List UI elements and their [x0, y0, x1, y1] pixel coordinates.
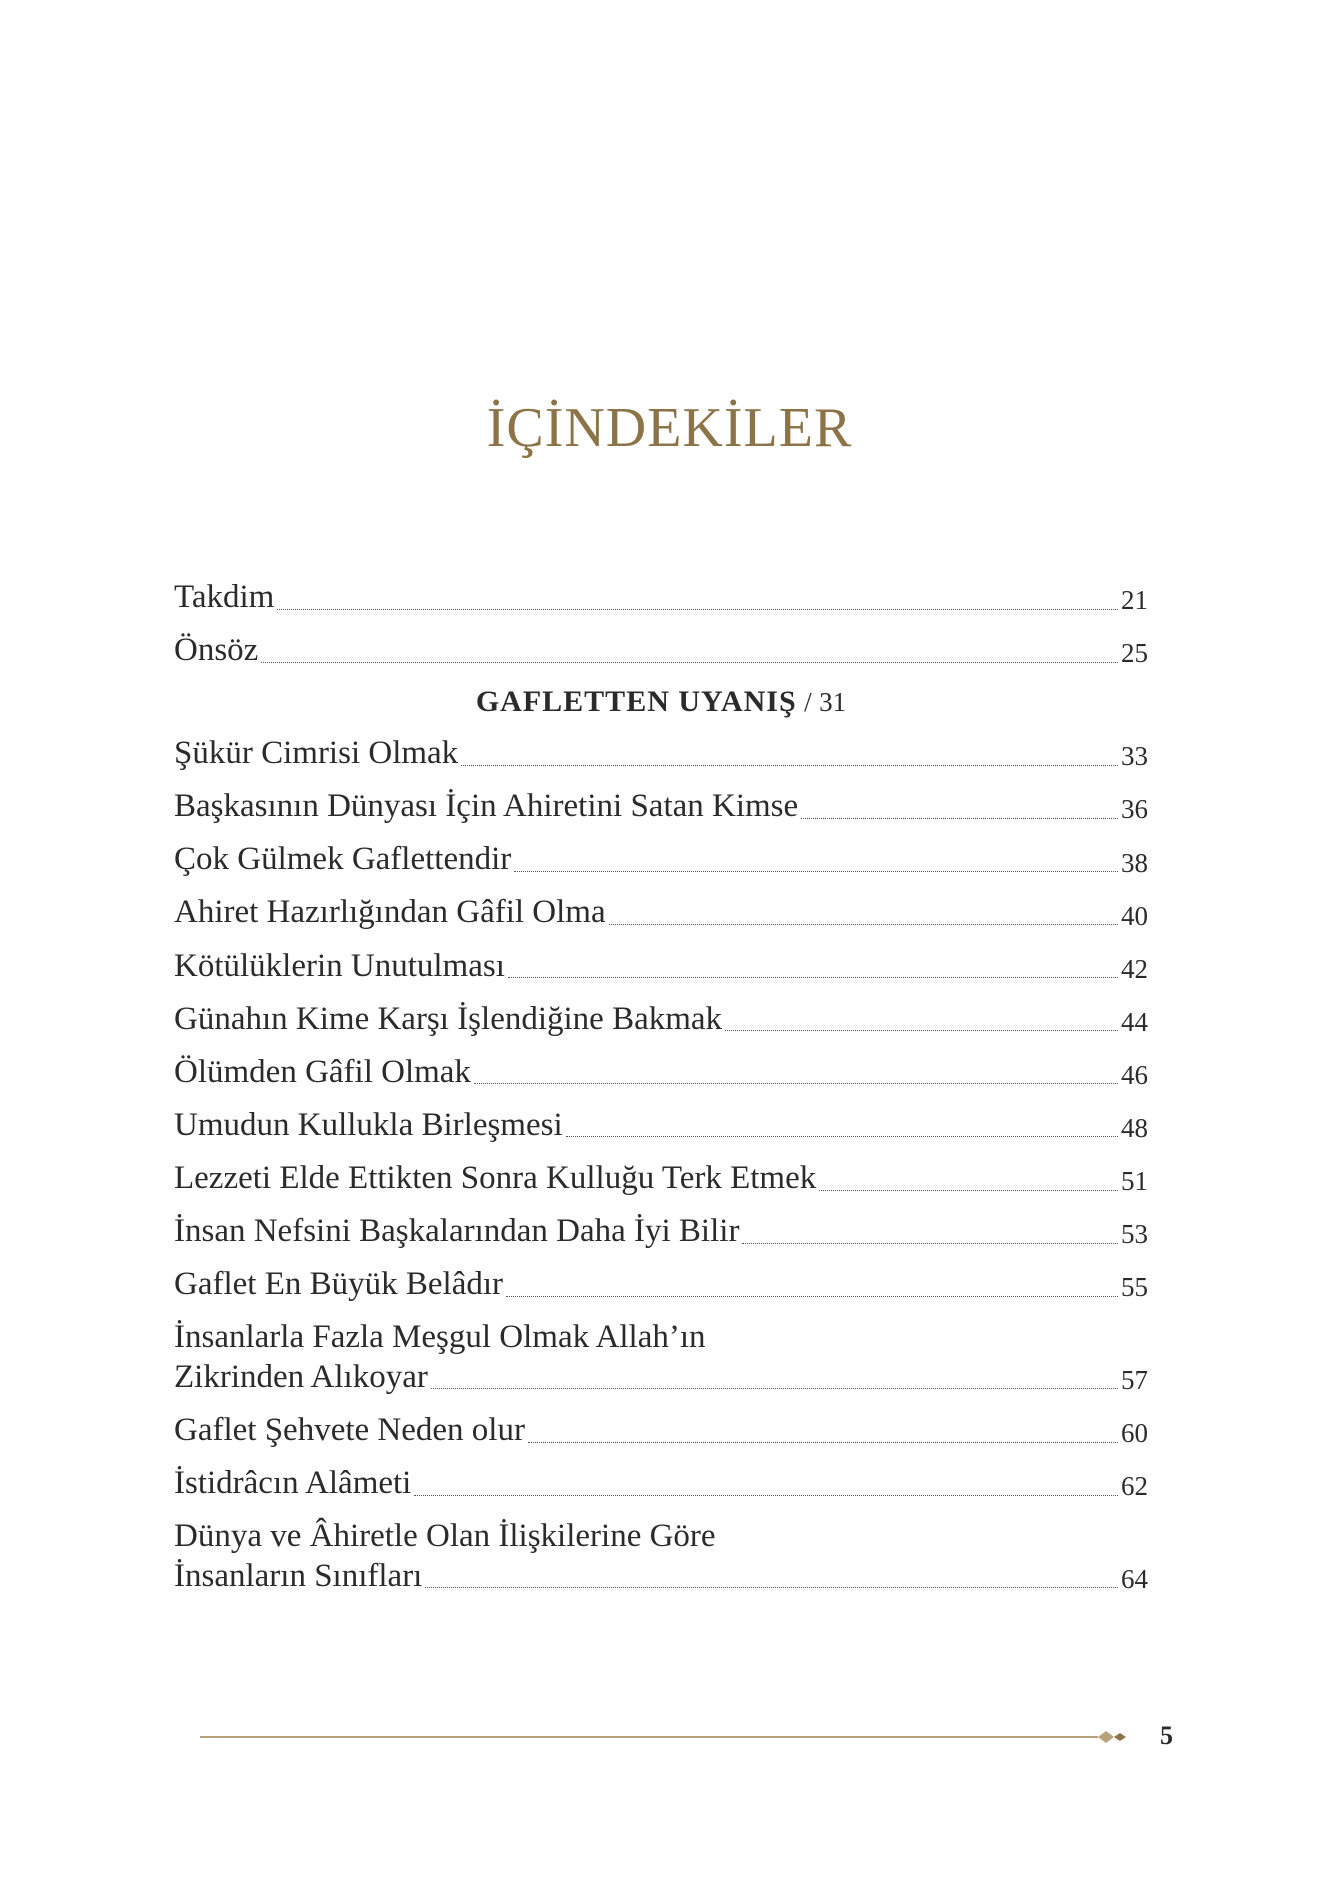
- section-name: GAFLETTEN UYANIŞ: [475, 685, 797, 719]
- toc-entry-line2: [174, 1358, 1148, 1398]
- section-separator: /: [804, 687, 812, 718]
- dot-leader: [425, 1586, 1118, 1588]
- toc-entry-page: 21: [1121, 585, 1148, 616]
- toc-entry[interactable]: [174, 1106, 1148, 1146]
- dot-leader: [508, 976, 1118, 978]
- toc-entry[interactable]: [174, 1159, 1148, 1199]
- toc-entry-title: Şükür Cimrisi Olmak: [174, 735, 459, 772]
- toc-entry-takdim[interactable]: [174, 578, 1148, 618]
- toc-entry-page: 42: [1121, 953, 1148, 984]
- dot-leader: [528, 1441, 1118, 1443]
- dot-leader: [566, 1135, 1118, 1137]
- toc-entry-multiline[interactable]: [174, 1517, 1148, 1596]
- dot-leader: [431, 1387, 1118, 1389]
- section-page: 31: [819, 687, 847, 718]
- dot-leader: [725, 1029, 1118, 1031]
- toc-entry-title-line2: Zikrinden Alıkoyar: [174, 1358, 428, 1395]
- dot-leader: [277, 608, 1118, 610]
- toc-entry-title: Gaflet En Büyük Belâdır: [174, 1266, 504, 1303]
- toc-entry-title: Önsöz: [174, 632, 259, 669]
- toc-entry-page: 53: [1121, 1219, 1148, 1250]
- toc-entry-title: Çok Gülmek Gaflettendir: [174, 841, 512, 878]
- toc-entry[interactable]: [174, 787, 1148, 827]
- toc-entry-page: 46: [1121, 1059, 1148, 1090]
- toc-entry-title: Kötülüklerin Unutulması: [174, 947, 505, 984]
- toc-entry-line2: [174, 1557, 1148, 1597]
- toc-entry[interactable]: [174, 1464, 1148, 1504]
- dot-leader: [474, 1082, 1118, 1084]
- toc-entry-title: Takdim: [174, 579, 275, 615]
- toc-entry-onsoz[interactable]: [174, 631, 1148, 671]
- section-heading[interactable]: [174, 684, 1148, 720]
- diamond-ornament-icon: [1096, 1727, 1126, 1747]
- toc-entry-title: İstidrâcın Alâmeti: [174, 1465, 412, 1501]
- toc-entry-title: Başkasının Dünyası İçin Ahiretini Satan Kimse: [174, 788, 799, 825]
- dot-leader: [742, 1242, 1118, 1244]
- dot-leader: [514, 870, 1118, 872]
- toc-entry[interactable]: [174, 1411, 1148, 1451]
- toc-entry-title: İnsan Nefsini Başkalarından Daha İyi Bilir: [174, 1213, 740, 1250]
- toc-entry[interactable]: [174, 1212, 1148, 1252]
- toc-entry-page: 25: [1121, 638, 1148, 669]
- dot-leader: [609, 923, 1118, 925]
- toc-entry-page: 64: [1121, 1563, 1148, 1594]
- toc-entry-page: 48: [1121, 1113, 1148, 1144]
- toc-entry-page: 51: [1121, 1166, 1148, 1197]
- dot-leader: [819, 1189, 1118, 1191]
- toc-entry-page: 33: [1121, 741, 1148, 772]
- toc-entry-page: 60: [1121, 1418, 1148, 1449]
- toc-entry[interactable]: [174, 1053, 1148, 1093]
- toc-entry[interactable]: [174, 947, 1148, 987]
- toc-entry[interactable]: [174, 734, 1148, 774]
- page-number: 5: [1160, 1721, 1173, 1750]
- page-title: İÇİNDEKİLER: [486, 397, 853, 459]
- toc-entry-page: 57: [1121, 1365, 1148, 1396]
- toc-entry-title-line2: İnsanların Sınıfları: [174, 1557, 423, 1594]
- dot-leader: [461, 764, 1118, 766]
- toc-entry-title: Ahiret Hazırlığından Gâfil Olma: [174, 894, 606, 931]
- toc-entry-title: Ölümden Gâfil Olmak: [174, 1053, 471, 1090]
- toc-entry-page: 55: [1121, 1272, 1148, 1303]
- toc-entry-page: 38: [1121, 847, 1148, 878]
- dot-leader: [261, 661, 1118, 663]
- toc-entry-page: 36: [1121, 794, 1148, 825]
- footer-rule: [200, 1736, 1098, 1738]
- toc-entry-title: Umudun Kullukla Birleşmesi: [174, 1106, 563, 1143]
- dot-leader: [506, 1295, 1118, 1297]
- toc-entry-title: Günahın Kime Karşı İşlendiğine Bakmak: [174, 1000, 723, 1037]
- toc-entry[interactable]: [174, 1265, 1148, 1305]
- dot-leader: [414, 1494, 1118, 1496]
- toc-entry-title: Lezzeti Elde Ettikten Sonra Kulluğu Terk Etmek: [174, 1159, 817, 1196]
- toc-entry-multiline[interactable]: [174, 1318, 1148, 1397]
- dot-leader: [801, 817, 1118, 819]
- table-of-contents: [174, 578, 1148, 1610]
- toc-entry[interactable]: [174, 840, 1148, 880]
- toc-entry-title-line1: Dünya ve Âhiretle Olan İlişkilerine Göre: [174, 1518, 716, 1555]
- toc-entry[interactable]: [174, 893, 1148, 933]
- toc-entry-title: Gaflet Şehvete Neden olur: [174, 1411, 525, 1448]
- toc-entry-page: 40: [1121, 900, 1148, 931]
- toc-entry-page: 62: [1121, 1471, 1148, 1502]
- toc-entry[interactable]: [174, 1000, 1148, 1040]
- toc-entry-title-line1: İnsanlarla Fazla Meşgul Olmak Allah’ın: [174, 1319, 706, 1356]
- toc-entry-page: 44: [1121, 1006, 1148, 1037]
